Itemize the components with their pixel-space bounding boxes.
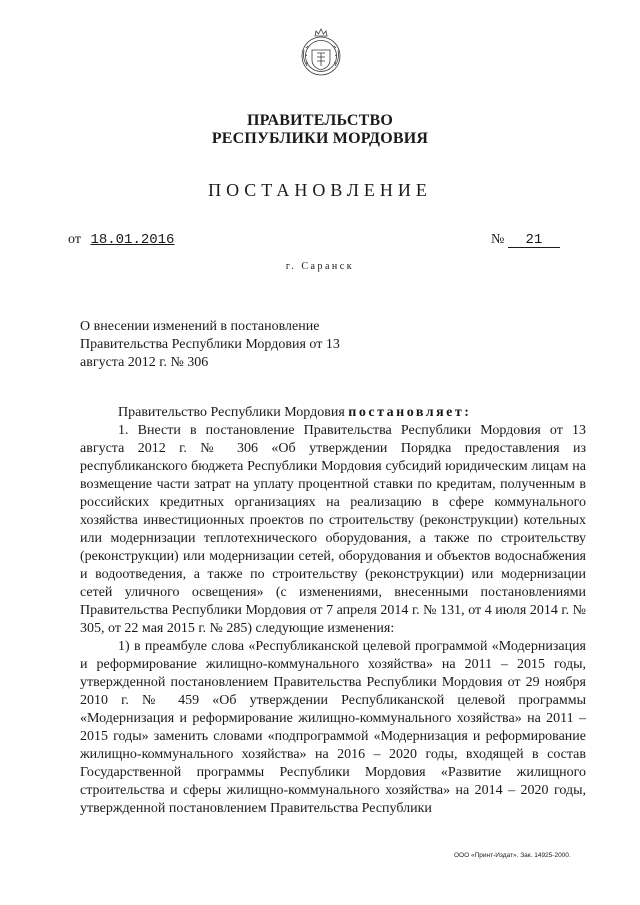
paragraph-1: 1. Внести в постановление Правительства Республики Мордовия от 13 августа 2012 г. № 306 «Об утверждении Порядка предоставления из республиканского бюджета Республики Мордовия субсидий юридическим лицам на возмещение части затрат на уплату процентной ставки по кредитам, полученным в российских кредитных организациях на реализацию в сфере коммунального хозяйства инвестиционных проектов по строительству (реконструкции) котельных или модернизации теплотехнического оборудования, а также по строительству (реконструкции) или модернизации сетей, оборудования и объектов водоснабжения и водоотведения, а также по строительству (реконструкции) или модернизации сетей уличного освещения» (с изменениями, внесенными постановлениями Правительства Республики Мордовия от 7 апреля 2014 г. № 131, от 4 июля 2014 г. № 305, от 22 мая 2015 г. № 285) следующие изменения: xyxy=(80,423,586,636)
date-prefix: от xyxy=(68,232,81,247)
decree-number-line xyxy=(491,232,560,248)
decree-number: 21 xyxy=(508,233,560,248)
decree-date: 18.01.2016 xyxy=(90,232,175,248)
coat-of-arms-emblem xyxy=(298,26,344,78)
decree-date-line xyxy=(68,232,180,248)
decree-body xyxy=(80,404,586,818)
city-name: г. Саранск xyxy=(285,261,355,272)
government-title-line2: РЕСПУБЛИКИ МОРДОВИЯ xyxy=(211,130,429,147)
government-title-line1: ПРАВИТЕЛЬСТВО xyxy=(246,112,394,129)
paragraph-1-subitem-1: 1) в преамбуле слова «Республиканской целевой программой «Модернизация и реформирование жилищно-коммунального хозяйства» на 2011 – 2015 годы, утвержденной постановлением Правительства Республики Мордовия от 29 ноября 2010 г. № 459 «Об утверждении Республиканской целевой программы «Модернизация и реформирование жилищно-коммунального хозяйства» на 2011 – 2015 годы» заменить словами «подпрограммой «Модернизация и реформирование жилищно-коммунального хозяйства» на 2016 – 2020 годы, входящей в состав Государственной программы Республики Мордовия «Развитие жилищного строительства и сферы жилищно-коммунального хозяйства» на 2014 – 2020 годы, утвержденной постановлением Правительства Республики xyxy=(80,639,586,816)
decree-subject: О внесении изменений в постановление Правительства Республики Мордовия от 13 августа 2012 г. № 306 xyxy=(80,319,340,370)
number-prefix: № xyxy=(491,232,505,247)
print-imprint: ООО «Принт-Издат». Зак. 14925-2000. xyxy=(454,852,571,859)
document-type-title: ПОСТАНОВЛЕНИЕ xyxy=(208,180,432,200)
preamble-keyword: постановляет: xyxy=(348,405,472,420)
preamble xyxy=(80,404,586,422)
preamble-text: Правительство Республики Мордовия xyxy=(118,405,345,420)
